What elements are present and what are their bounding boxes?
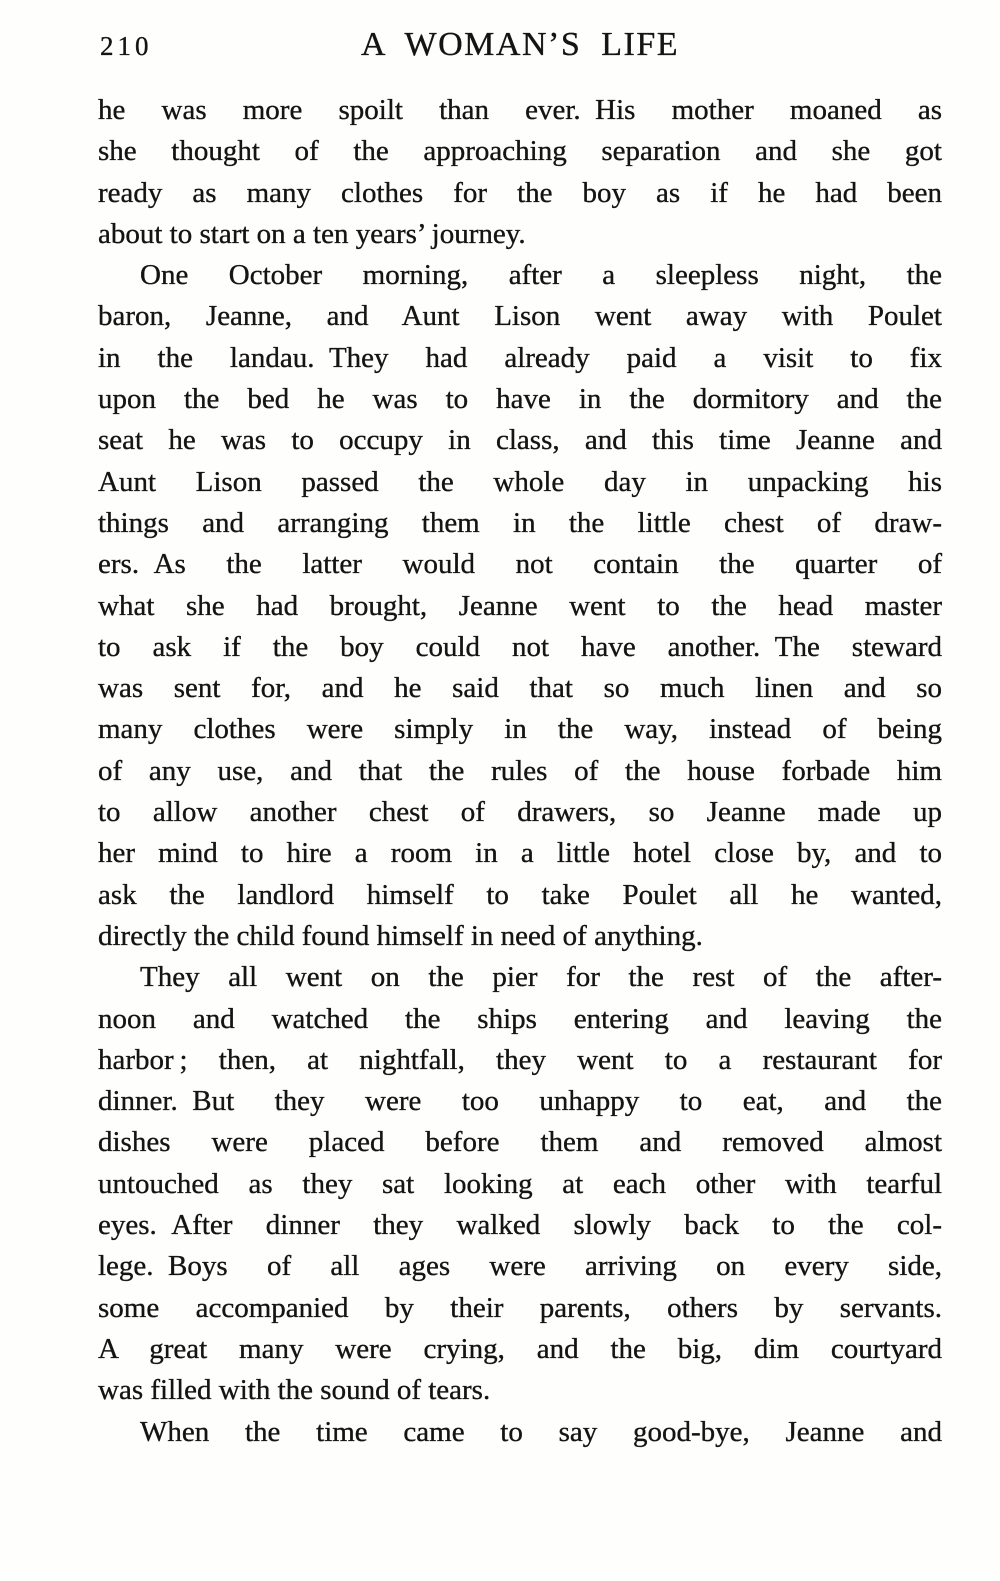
text-line: dishes were placed before them and removed almost [98,1126,942,1159]
text-line: she thought of the approaching separation and she got [98,135,942,168]
text-line: seat he was to occupy in class, and this time Jeanne and [98,424,942,457]
text-line: harbor ; then, at nightfall, they went to a restaurant for [98,1043,942,1076]
text-line: in the landau. They had already paid a visit to fix [98,341,942,374]
text-line: They all went on the pier for the rest of the after- [140,961,942,994]
paragraph [98,1412,942,1453]
text-line: ask the landlord himself to take Poulet all he wanted, [98,878,942,911]
text-line: When the time came to say good-bye, Jeanne and [140,1415,942,1448]
text-line: things and arranging them in the little chest of draw- [98,506,942,539]
running-title: A WOMAN’S LIFE [360,26,680,63]
text-line: One October morning, after a sleepless night, the [140,259,942,292]
text-line: about to start on a ten years’ journey. [98,217,526,250]
text-line: her mind to hire a room in a little hotel close by, and to [98,837,942,870]
text-line: eyes. After dinner they walked slowly back to the col- [98,1209,942,1242]
text-line: noon and watched the ships entering and leaving the [98,1002,942,1035]
paragraph [98,90,942,255]
text-line: he was more spoilt than ever. His mother moaned as [98,94,942,126]
text-line: ready as many clothes for the boy as if he had been [98,176,942,209]
paragraph [98,957,942,1411]
text-line: ers. As the latter would not contain the quarter of [98,548,942,581]
text-line: what she had brought, Jeanne went to the head master [98,589,942,622]
text-line: lege. Boys of all ages were arriving on every side, [98,1250,942,1283]
text-line: Aunt Lison passed the whole day in unpacking his [98,465,942,498]
text-line: some accompanied by their parents, others by servants. [98,1291,942,1324]
text-line: of any use, and that the rules of the house forbade him [98,754,942,787]
text-block [98,90,942,1453]
text-line: to allow another chest of drawers, so Jeanne made up [98,796,942,829]
text-line: to ask if the boy could not have another. The steward [98,630,942,663]
page-number: 210 [100,31,153,61]
text-line: directly the child found himself in need of anything. [98,919,703,952]
text-line: was filled with the sound of tears. [98,1374,491,1407]
text-line: baron, Jeanne, and Aunt Lison went away with Poulet [98,300,942,333]
page-header [98,18,942,64]
paragraph [98,255,942,957]
text-line: many clothes were simply in the way, instead of being [98,713,942,746]
text-line: was sent for, and he said that so much linen and so [98,672,942,705]
text-line: untouched as they sat looking at each other with tearful [98,1167,942,1200]
text-line: A great many were crying, and the big, dim courtyard [98,1332,942,1365]
text-line: upon the bed he was to have in the dormitory and the [98,383,942,416]
text-line: dinner. But they were too unhappy to eat, and the [98,1085,942,1118]
